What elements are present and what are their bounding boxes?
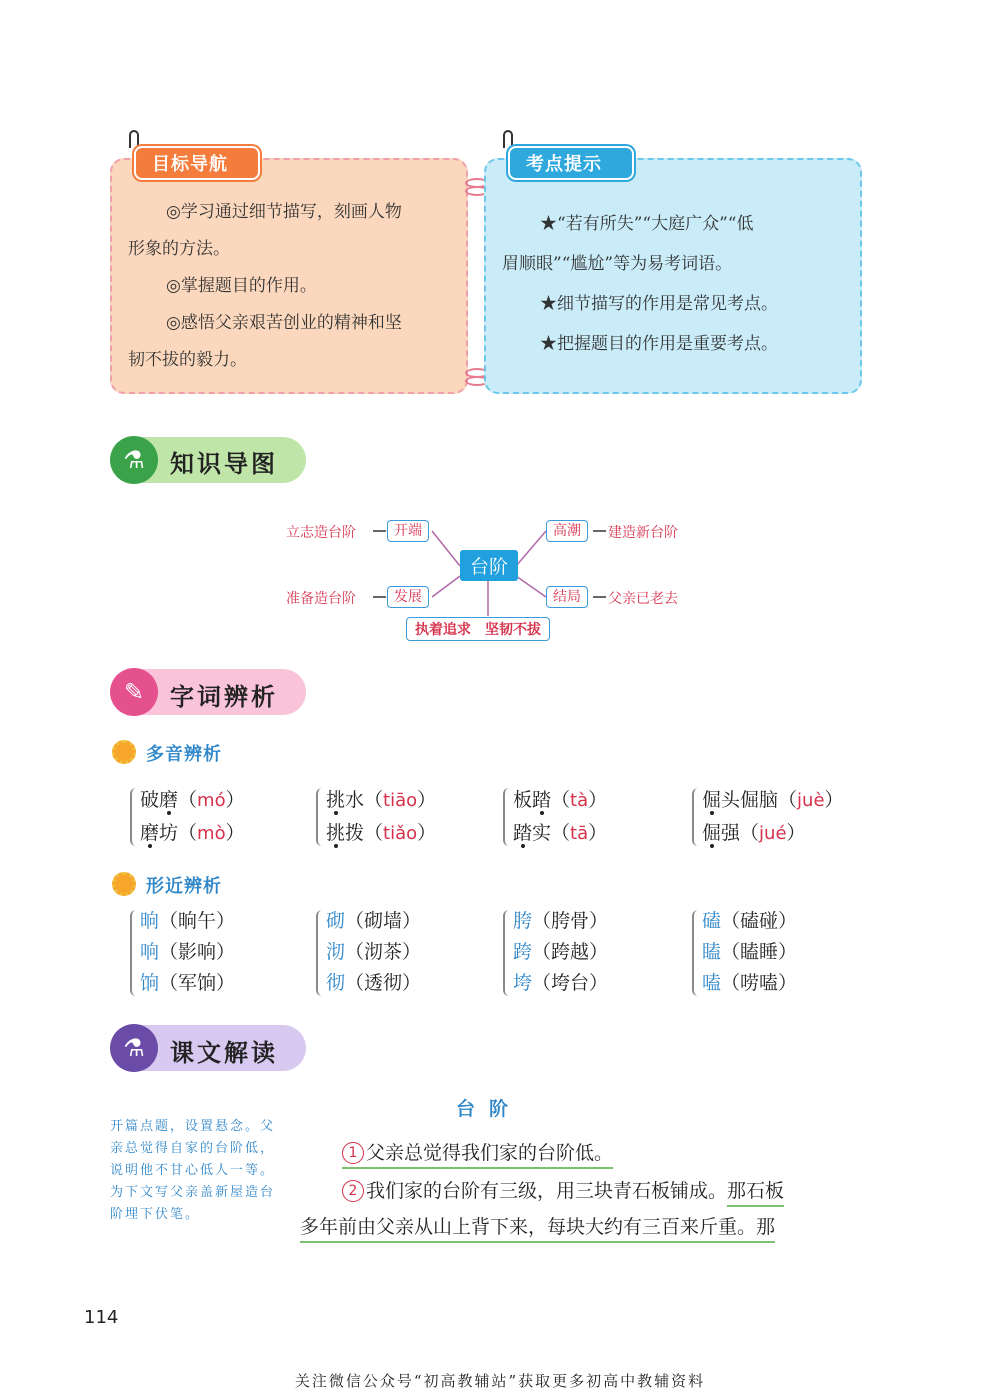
tips-line: ★细节描写的作用是常见考点。 <box>540 294 778 314</box>
page-number: 114 <box>84 1307 119 1328</box>
reading-title: 课文解读 <box>170 1039 278 1067</box>
text-title: 台阶 <box>456 1098 523 1120</box>
brace <box>316 910 324 996</box>
brace <box>692 910 700 996</box>
brace <box>130 788 138 846</box>
goals-tab: 目标导航 <box>134 146 260 180</box>
brace <box>130 910 138 996</box>
brace <box>692 788 700 846</box>
beaker-icon: ⚗ <box>110 1024 158 1072</box>
paragraph-1: 1 父亲总觉得我们家的台阶低。 <box>342 1138 613 1165</box>
similar-group: 砌（砌墙） 沏（沏茶） 彻（透彻） <box>316 906 421 999</box>
polyphone-group: 倔头倔脑（juè） 倔强（jué） <box>692 784 844 850</box>
side-note: 开篇点题，设置悬念。父亲总觉得自家的台阶低，说明他不甘心低人一等。为下文写父亲盖新屋造台阶埋下伏笔。 <box>110 1119 276 1222</box>
similar-group: 晌（晌午） 响（影响） 饷（军饷） <box>130 906 235 999</box>
brace <box>503 788 511 846</box>
tips-line: ★把握题目的作用是重要考点。 <box>540 334 778 354</box>
tips-line: ★“若有所失”“大庭广众”“低 <box>540 214 754 234</box>
map-outer-tl: 立志造台阶 <box>286 525 356 541</box>
clip-icon <box>129 130 139 148</box>
tips-line: 眉顺眼”“尴尬”等为易考词语。 <box>502 254 733 274</box>
goals-line: ◎掌握题目的作用。 <box>166 276 317 296</box>
sun-icon <box>112 740 136 764</box>
clip-icon <box>503 130 513 148</box>
polyphone-group: 破磨（mó） 磨坊（mò） <box>130 784 245 850</box>
map-outer-bl: 准备造台阶 <box>286 591 356 607</box>
map-outer-br: 父亲已老去 <box>608 591 678 607</box>
goals-text <box>128 194 458 379</box>
goals-line: 形象的方法。 <box>128 239 230 259</box>
sun-icon <box>112 872 136 896</box>
polyphone-head: 多音辨析 <box>146 744 222 765</box>
goals-line: ◎学习通过细节描写，刻画人物 <box>166 202 402 222</box>
paragraph-2: 2 我们家的台阶有三级，用三块青石板铺成。那石板 <box>342 1176 784 1203</box>
goals-line: ◎感悟父亲艰苦创业的精神和坚 <box>166 313 402 333</box>
map-node-tl: 开端 <box>387 520 429 542</box>
goals-line: 韧不拔的毅力。 <box>128 350 247 370</box>
pencil-icon: ✎ <box>110 668 158 716</box>
tips-tab: 考点提示 <box>508 146 634 180</box>
map-node-br: 结局 <box>546 586 588 608</box>
polyphone-group: 板踏（tà） 踏实（tā） <box>503 784 607 850</box>
knowledge-map-title: 知识导图 <box>170 450 278 478</box>
footer: 关注微信公众号“初高教辅站”获取更多初高中教辅资料 <box>294 1372 706 1390</box>
brace <box>503 910 511 996</box>
brace <box>316 788 324 846</box>
similar-group: 胯（胯骨） 跨（跨越） 垮（垮台） <box>503 906 608 999</box>
polyphone-group: 挑水（tiāo） 挑拨（tiǎo） <box>316 784 436 850</box>
word-analysis-title: 字词辨析 <box>170 683 278 711</box>
map-node-tr: 高潮 <box>546 520 588 542</box>
map-center: 台阶 <box>460 550 518 581</box>
map-outer-tr: 建造新台阶 <box>608 525 678 541</box>
tips-text <box>502 204 852 364</box>
similar-group: 磕（磕碰） 瞌（瞌睡） 嗑（唠嗑） <box>692 906 797 999</box>
map-node-bl: 发展 <box>387 586 429 608</box>
map-bottom: 执着追求 坚韧不拔 <box>406 617 550 641</box>
similar-head: 形近辨析 <box>146 876 222 897</box>
paragraph-2-cont: 多年前由父亲从山上背下来，每块大约有三百来斤重。那 <box>300 1212 775 1239</box>
flask-icon: ⚗ <box>110 436 158 484</box>
